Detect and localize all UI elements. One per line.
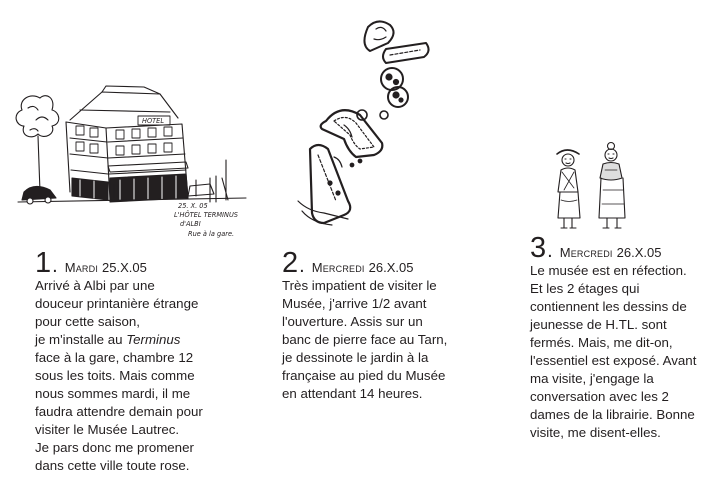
hotel-sign-text: HOTEL — [142, 117, 165, 125]
entry-header — [35, 249, 245, 277]
entry-weekday: Mercredi — [311, 260, 365, 275]
journal-entry-2 — [282, 249, 482, 403]
hotel-terminus-sketch — [10, 80, 250, 245]
entry-date: 25.X.05 — [102, 260, 147, 275]
entry-text-part: Arrivé à Albi par une douceur printanière étrange pour cette saison, je m'installe au — [35, 278, 199, 347]
entry-text-part: face à la gare, chambre 12 sous les toits. Mais comme nous sommes mardi, il me faudra attendre demain pour visiter le Musée Lautrec. Je pars donc me promener dans cette ville toute rose. — [35, 350, 203, 473]
garden-sketch — [290, 15, 435, 235]
sketch-caption-street: Rue à la gare. — [188, 230, 235, 238]
hotel-name-emphasis: Terminus — [126, 332, 181, 347]
entry-header — [530, 234, 720, 262]
entry-number: 3 — [530, 232, 547, 264]
entry-date: 26.X.05 — [616, 245, 662, 260]
entry-text: Très impatient de visiter le Musée, j'arrive 1/2 avant l'ouverture. Assis sur un banc de pierre face au Tarn, je dessinote le jardin à la française au pied du Musée en attendant 14 heures. — [282, 278, 448, 401]
entry-number: 1 — [35, 247, 52, 279]
entry-date: 26.X.05 — [368, 260, 414, 275]
entry-weekday: Mercredi — [559, 245, 613, 260]
entry-text — [35, 277, 245, 475]
entry-number-dot: . — [547, 240, 553, 262]
sketch-caption-date: 25. X. 05 — [178, 202, 208, 210]
ladies-sketch — [545, 140, 650, 240]
journal-entry-3 — [530, 234, 720, 442]
entry-number-dot: . — [52, 255, 58, 277]
sketch-caption-city: d'ALBI — [180, 220, 201, 228]
entry-header — [282, 249, 482, 277]
entry-number-dot: . — [299, 255, 305, 277]
entry-weekday: Mardi — [64, 260, 99, 275]
journal-entry-1 — [35, 249, 245, 475]
entry-text: Le musée est en réfection. Et les 2 étages qui contiennent les dessins de jeunesse de H.TL. sont fermés. Mais, me dit-on, l'essentiel est exposé. Avant ma visite, j'engage la conversation avec les 2 dames de la librairie. Bonne visite, me disent-elles. — [530, 263, 697, 440]
sketch-caption-hotel: L'HÔTEL TERMINUS — [174, 211, 238, 219]
entry-number: 2 — [282, 247, 299, 279]
